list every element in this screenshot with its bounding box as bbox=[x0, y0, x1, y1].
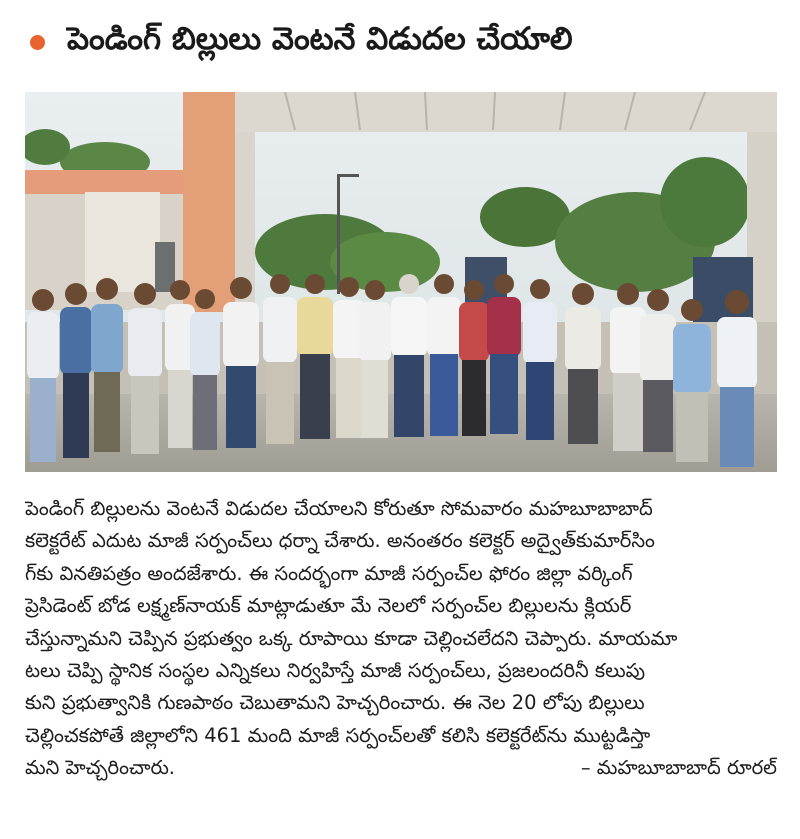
article-line: చేస్తున్నామని చెప్పిన ప్రభుత్వం ఒక్క రూపాయి కూడా చెల్లించలేదని చెప్పారు. మాయమా bbox=[25, 626, 678, 650]
article-body bbox=[25, 493, 777, 785]
article-dateline: – మహబూబాబాద్ రూరల్ bbox=[580, 756, 777, 780]
article-last-line bbox=[25, 752, 777, 784]
article-line: కలెక్టరేట్ ఎదుట మాజీ సర్పంచ్‌లు ధర్నా చేశారు. అనంతరం కలెక్టర్ అద్వైత్‌కుమార్‌సిం bbox=[25, 529, 655, 553]
article-line: ప్రెసిడెంట్ బోడ లక్ష్మణ్‌నాయక్ మాట్లాడుతూ మే నెలలో సర్పంచ్‌ల బిల్లులను క్లియర్ bbox=[25, 594, 632, 618]
article-line: చెల్లించకపోతే జిల్లాలోని 461 మంది మాజీ సర్పంచ్‌లతో కలిసి కలెక్టరేట్‌ను ముట్టడిస్తా bbox=[25, 723, 651, 747]
article-line-end: మని హెచ్చరించారు. bbox=[25, 756, 176, 780]
article-line: కుని ప్రభుత్వానికి గుణపాఠం చెబుతామని హెచ్చరించారు. ఈ నెల 20 లోపు బిల్లులు bbox=[25, 691, 645, 715]
article-line: గ్‌కు వినతిపత్రం అందజేశారు. ఈ సందర్భంగా మాజీ సర్పంచ్‌ల ఫోరం జిల్లా వర్కింగ్ bbox=[25, 561, 633, 585]
headline bbox=[22, 14, 782, 70]
news-photo-protest-icon bbox=[25, 92, 777, 472]
article-line: టలు చెప్పి స్థానిక సంస్థల ఎన్నికలు నిర్వహిస్తే మాజీ సర్పంచ్‌లు, ప్రజలందరినీ కలుపు bbox=[25, 658, 646, 682]
headline-bullet-icon bbox=[30, 35, 45, 50]
article-line: పెండింగ్ బిల్లులను వెంటనే విడుదల చేయాలని కోరుతూ సోమవారం మహబూబాబాద్ bbox=[25, 497, 653, 520]
news-photo bbox=[25, 92, 777, 472]
headline-text: పెండింగ్ బిల్లులు వెంటనే విడుదల చేయాలి bbox=[67, 20, 573, 57]
